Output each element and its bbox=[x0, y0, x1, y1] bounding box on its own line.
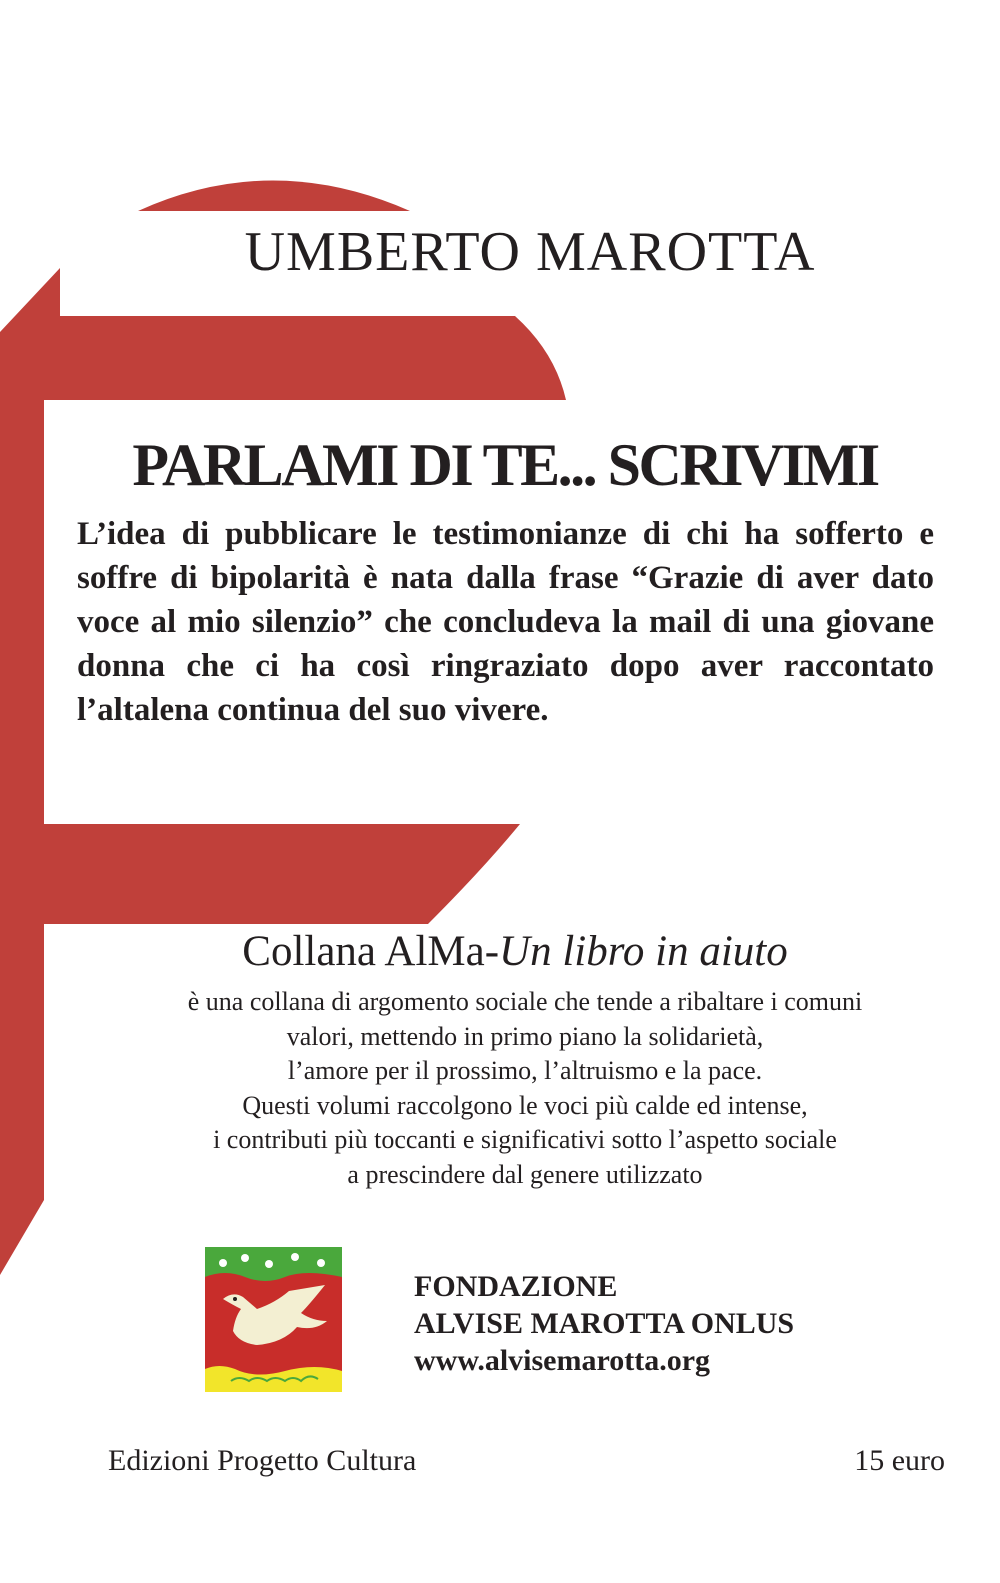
top-red-arc bbox=[138, 181, 410, 212]
series-title bbox=[60, 926, 970, 978]
series-subtitle: Un libro in aiuto bbox=[499, 928, 788, 975]
series-description-line: a prescindere dal genere utilizzato bbox=[347, 1159, 703, 1189]
series-description-line: l’amore per il prossimo, l’altruismo e la pace. bbox=[287, 1056, 763, 1085]
series-description-line: Questi volumi raccolgono le voci più calde ed intense, bbox=[242, 1090, 808, 1120]
book-title: PARLAMI DI TE... SCRIVIMI bbox=[132, 432, 878, 498]
series-description-line: è una collana di argomento sociale che tende a ribaltare i comuni bbox=[187, 987, 863, 1016]
series-description-line: i contributi più toccanti e significativi sotto l’aspetto sociale bbox=[213, 1125, 837, 1154]
foundation-info bbox=[414, 1268, 794, 1379]
series-name: Collana AlMa- bbox=[242, 928, 500, 975]
foundation-line2: ALVISE MAROTTA ONLUS bbox=[414, 1307, 795, 1340]
blurb bbox=[77, 512, 934, 732]
foundation-website: www.alvisemarotta.org bbox=[414, 1344, 711, 1377]
series-description bbox=[60, 985, 990, 1192]
series-description-line: valori, mettendo in primo piano la solidarietà, bbox=[286, 1021, 764, 1051]
publisher: Edizioni Progetto Cultura bbox=[108, 1444, 417, 1477]
author-name: UMBERTO MAROTTA bbox=[244, 221, 816, 283]
foundation-line1: FONDAZIONE bbox=[414, 1270, 618, 1303]
foundation-logo bbox=[205, 1247, 342, 1392]
price: 15 euro bbox=[854, 1444, 945, 1477]
blurb-text: L’idea di pubblicare le testimonianze di chi ha sofferto e soffre di bipolarità è nata dalla frase “Grazie di aver dato voce al mio silenzio” che concludeva la mail di una giovane donna che ci ha così ringraziato dopo aver raccontato l’altalena continua del suo vivere. bbox=[77, 516, 934, 728]
